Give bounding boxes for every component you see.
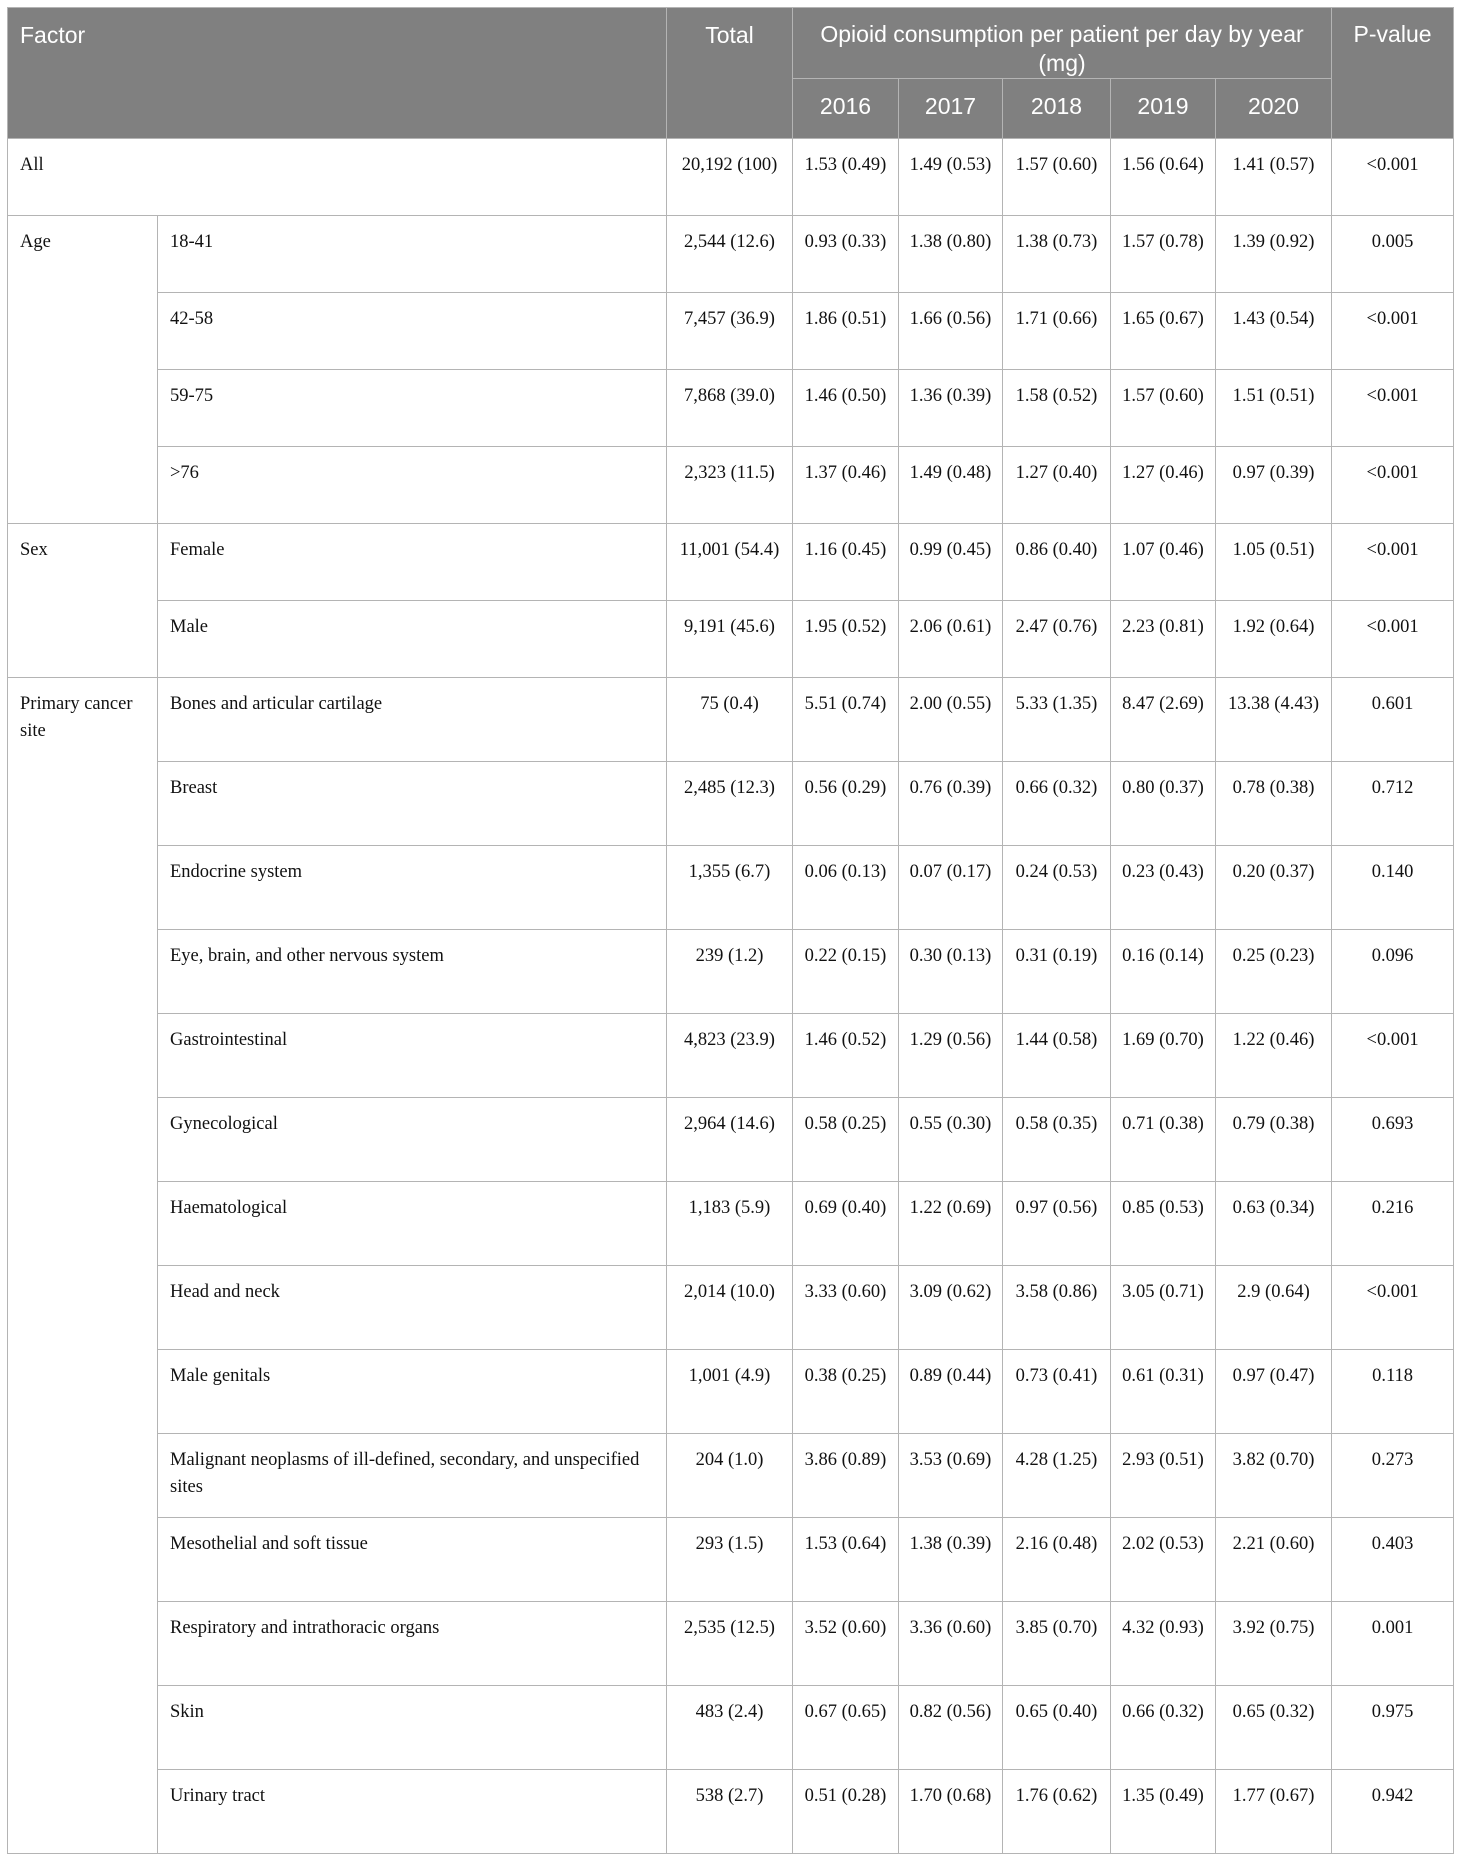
value-cell: 0.67 (0.65) [793,1686,899,1770]
value-cell: 1.43 (0.54) [1216,293,1332,370]
value-cell: 2.02 (0.53) [1111,1518,1216,1602]
table-row [8,1686,1454,1770]
subgroup-label: 18-41 [158,216,667,293]
value-cell: 2.23 (0.81) [1111,601,1216,678]
total-cell: 483 (2.4) [667,1686,793,1770]
subgroup-label: Malignant neoplasms of ill-defined, secondary, and unspecified sites [158,1434,667,1518]
total-cell: 2,544 (12.6) [667,216,793,293]
value-cell: 1.53 (0.64) [793,1518,899,1602]
value-cell: 1.38 (0.73) [1003,216,1111,293]
table-row [8,846,1454,930]
header-year: 2017 [899,79,1003,139]
value-cell: 1.16 (0.45) [793,524,899,601]
subgroup-label: Breast [158,762,667,846]
value-cell: 0.97 (0.39) [1216,447,1332,524]
value-cell: 0.58 (0.25) [793,1098,899,1182]
value-cell: 1.95 (0.52) [793,601,899,678]
value-cell: 3.85 (0.70) [1003,1602,1111,1686]
value-cell: 1.77 (0.67) [1216,1770,1332,1854]
subgroup-label: Head and neck [158,1266,667,1350]
value-cell: 0.38 (0.25) [793,1350,899,1434]
table-row [8,1770,1454,1854]
table-row [8,762,1454,846]
subgroup-label: Female [158,524,667,601]
subgroup-label: Gastrointestinal [158,1014,667,1098]
value-cell: 1.53 (0.49) [793,139,899,216]
value-cell: 0.31 (0.19) [1003,930,1111,1014]
value-cell: 1.27 (0.40) [1003,447,1111,524]
pvalue-cell: <0.001 [1332,447,1454,524]
value-cell: 0.93 (0.33) [793,216,899,293]
pvalue-cell: 0.216 [1332,1182,1454,1266]
value-cell: 2.93 (0.51) [1111,1434,1216,1518]
subgroup-label: Endocrine system [158,846,667,930]
header-opioid: Opioid consumption per patient per day by year (mg) [793,8,1332,79]
value-cell: 0.55 (0.30) [899,1098,1003,1182]
table-row [8,139,1454,216]
subgroup-label: Eye, brain, and other nervous system [158,930,667,1014]
total-cell: 2,964 (14.6) [667,1098,793,1182]
value-cell: 4.32 (0.93) [1111,1602,1216,1686]
pvalue-cell: 0.942 [1332,1770,1454,1854]
value-cell: 1.86 (0.51) [793,293,899,370]
value-cell: 1.41 (0.57) [1216,139,1332,216]
table-header [8,8,1454,139]
total-cell: 7,868 (39.0) [667,370,793,447]
pvalue-cell: 0.712 [1332,762,1454,846]
value-cell: 1.22 (0.69) [899,1182,1003,1266]
value-cell: 0.73 (0.41) [1003,1350,1111,1434]
pvalue-cell: 0.403 [1332,1518,1454,1602]
subgroup-label: 59-75 [158,370,667,447]
table-row [8,447,1454,524]
subgroup-label: Gynecological [158,1098,667,1182]
value-cell: 1.46 (0.52) [793,1014,899,1098]
subgroup-label: Respiratory and intrathoracic organs [158,1602,667,1686]
value-cell: 0.65 (0.40) [1003,1686,1111,1770]
value-cell: 3.82 (0.70) [1216,1434,1332,1518]
table-row [8,601,1454,678]
value-cell: 5.33 (1.35) [1003,678,1111,762]
value-cell: 1.39 (0.92) [1216,216,1332,293]
value-cell: 1.35 (0.49) [1111,1770,1216,1854]
total-cell: 20,192 (100) [667,139,793,216]
value-cell: 0.16 (0.14) [1111,930,1216,1014]
value-cell: 0.89 (0.44) [899,1350,1003,1434]
group-label: Sex [8,524,158,678]
table-row [8,1434,1454,1518]
pvalue-cell: 0.975 [1332,1686,1454,1770]
total-cell: 11,001 (54.4) [667,524,793,601]
total-cell: 2,014 (10.0) [667,1266,793,1350]
header-factor: Factor [8,8,667,139]
value-cell: 0.56 (0.29) [793,762,899,846]
value-cell: 1.57 (0.78) [1111,216,1216,293]
value-cell: 0.61 (0.31) [1111,1350,1216,1434]
value-cell: 1.57 (0.60) [1111,370,1216,447]
table-body [8,139,1454,1854]
table-row [8,370,1454,447]
value-cell: 2.00 (0.55) [899,678,1003,762]
subgroup-label: 42-58 [158,293,667,370]
value-cell: 1.58 (0.52) [1003,370,1111,447]
value-cell: 1.49 (0.48) [899,447,1003,524]
value-cell: 3.36 (0.60) [899,1602,1003,1686]
value-cell: 2.06 (0.61) [899,601,1003,678]
header-year: 2020 [1216,79,1332,139]
total-cell: 538 (2.7) [667,1770,793,1854]
subgroup-label: Bones and articular cartilage [158,678,667,762]
value-cell: 0.23 (0.43) [1111,846,1216,930]
pvalue-cell: 0.140 [1332,846,1454,930]
table-row [8,216,1454,293]
value-cell: 0.65 (0.32) [1216,1686,1332,1770]
value-cell: 0.99 (0.45) [899,524,1003,601]
value-cell: 0.86 (0.40) [1003,524,1111,601]
value-cell: 0.25 (0.23) [1216,930,1332,1014]
value-cell: 0.66 (0.32) [1111,1686,1216,1770]
table-row [8,1182,1454,1266]
value-cell: 1.07 (0.46) [1111,524,1216,601]
subgroup-label: Urinary tract [158,1770,667,1854]
total-cell: 1,355 (6.7) [667,846,793,930]
pvalue-cell: <0.001 [1332,1014,1454,1098]
value-cell: 0.22 (0.15) [793,930,899,1014]
value-cell: 0.71 (0.38) [1111,1098,1216,1182]
header-year: 2016 [793,79,899,139]
total-cell: 204 (1.0) [667,1434,793,1518]
value-cell: 0.82 (0.56) [899,1686,1003,1770]
value-cell: 0.30 (0.13) [899,930,1003,1014]
value-cell: 0.85 (0.53) [1111,1182,1216,1266]
value-cell: 0.76 (0.39) [899,762,1003,846]
total-cell: 4,823 (23.9) [667,1014,793,1098]
factor-label: All [8,139,667,216]
value-cell: 1.05 (0.51) [1216,524,1332,601]
value-cell: 0.97 (0.56) [1003,1182,1111,1266]
value-cell: 3.09 (0.62) [899,1266,1003,1350]
value-cell: 1.69 (0.70) [1111,1014,1216,1098]
table-row [8,524,1454,601]
header-year: 2019 [1111,79,1216,139]
value-cell: 4.28 (1.25) [1003,1434,1111,1518]
pvalue-cell: <0.001 [1332,524,1454,601]
table-row [8,1602,1454,1686]
group-label: Primary cancer site [8,678,158,1854]
value-cell: 1.29 (0.56) [899,1014,1003,1098]
value-cell: 3.58 (0.86) [1003,1266,1111,1350]
value-cell: 1.66 (0.56) [899,293,1003,370]
subgroup-label: Mesothelial and soft tissue [158,1518,667,1602]
value-cell: 1.70 (0.68) [899,1770,1003,1854]
value-cell: 1.38 (0.80) [899,216,1003,293]
opioid-consumption-table [7,7,1454,1854]
value-cell: 13.38 (4.43) [1216,678,1332,762]
pvalue-cell: <0.001 [1332,293,1454,370]
value-cell: 1.22 (0.46) [1216,1014,1332,1098]
value-cell: 5.51 (0.74) [793,678,899,762]
table-row [8,293,1454,370]
table-row [8,1350,1454,1434]
value-cell: 3.05 (0.71) [1111,1266,1216,1350]
total-cell: 2,535 (12.5) [667,1602,793,1686]
table-row [8,1098,1454,1182]
value-cell: 2.16 (0.48) [1003,1518,1111,1602]
subgroup-label: Haematological [158,1182,667,1266]
value-cell: 1.76 (0.62) [1003,1770,1111,1854]
pvalue-cell: <0.001 [1332,139,1454,216]
value-cell: 0.97 (0.47) [1216,1350,1332,1434]
total-cell: 293 (1.5) [667,1518,793,1602]
total-cell: 7,457 (36.9) [667,293,793,370]
value-cell: 1.37 (0.46) [793,447,899,524]
value-cell: 0.69 (0.40) [793,1182,899,1266]
total-cell: 2,323 (11.5) [667,447,793,524]
value-cell: 0.79 (0.38) [1216,1098,1332,1182]
value-cell: 3.53 (0.69) [899,1434,1003,1518]
header-year: 2018 [1003,79,1111,139]
pvalue-cell: <0.001 [1332,370,1454,447]
total-cell: 2,485 (12.3) [667,762,793,846]
value-cell: 0.63 (0.34) [1216,1182,1332,1266]
value-cell: 1.46 (0.50) [793,370,899,447]
value-cell: 8.47 (2.69) [1111,678,1216,762]
value-cell: 1.65 (0.67) [1111,293,1216,370]
value-cell: 1.51 (0.51) [1216,370,1332,447]
pvalue-cell: 0.118 [1332,1350,1454,1434]
value-cell: 0.06 (0.13) [793,846,899,930]
value-cell: 1.27 (0.46) [1111,447,1216,524]
pvalue-cell: 0.096 [1332,930,1454,1014]
subgroup-label: Male genitals [158,1350,667,1434]
pvalue-cell: 0.005 [1332,216,1454,293]
value-cell: 3.52 (0.60) [793,1602,899,1686]
pvalue-cell: 0.273 [1332,1434,1454,1518]
value-cell: 1.71 (0.66) [1003,293,1111,370]
pvalue-cell: <0.001 [1332,1266,1454,1350]
subgroup-label: Skin [158,1686,667,1770]
value-cell: 2.21 (0.60) [1216,1518,1332,1602]
value-cell: 3.33 (0.60) [793,1266,899,1350]
pvalue-cell: <0.001 [1332,601,1454,678]
total-cell: 239 (1.2) [667,930,793,1014]
subgroup-label: >76 [158,447,667,524]
value-cell: 1.57 (0.60) [1003,139,1111,216]
table-row [8,930,1454,1014]
value-cell: 1.92 (0.64) [1216,601,1332,678]
value-cell: 0.80 (0.37) [1111,762,1216,846]
subgroup-label: Male [158,601,667,678]
total-cell: 75 (0.4) [667,678,793,762]
header-total: Total [667,8,793,139]
pvalue-cell: 0.001 [1332,1602,1454,1686]
value-cell: 1.56 (0.64) [1111,139,1216,216]
value-cell: 0.07 (0.17) [899,846,1003,930]
value-cell: 1.44 (0.58) [1003,1014,1111,1098]
value-cell: 0.24 (0.53) [1003,846,1111,930]
total-cell: 1,183 (5.9) [667,1182,793,1266]
value-cell: 0.20 (0.37) [1216,846,1332,930]
value-cell: 1.38 (0.39) [899,1518,1003,1602]
header-pvalue: P-value [1332,8,1454,139]
table-row [8,678,1454,762]
group-label: Age [8,216,158,524]
value-cell: 0.58 (0.35) [1003,1098,1111,1182]
value-cell: 2.47 (0.76) [1003,601,1111,678]
pvalue-cell: 0.693 [1332,1098,1454,1182]
pvalue-cell: 0.601 [1332,678,1454,762]
value-cell: 1.36 (0.39) [899,370,1003,447]
table-row [8,1014,1454,1098]
total-cell: 1,001 (4.9) [667,1350,793,1434]
table-row [8,1518,1454,1602]
value-cell: 1.49 (0.53) [899,139,1003,216]
value-cell: 0.66 (0.32) [1003,762,1111,846]
total-cell: 9,191 (45.6) [667,601,793,678]
value-cell: 3.86 (0.89) [793,1434,899,1518]
value-cell: 0.78 (0.38) [1216,762,1332,846]
value-cell: 3.92 (0.75) [1216,1602,1332,1686]
table-row [8,1266,1454,1350]
value-cell: 0.51 (0.28) [793,1770,899,1854]
value-cell: 2.9 (0.64) [1216,1266,1332,1350]
